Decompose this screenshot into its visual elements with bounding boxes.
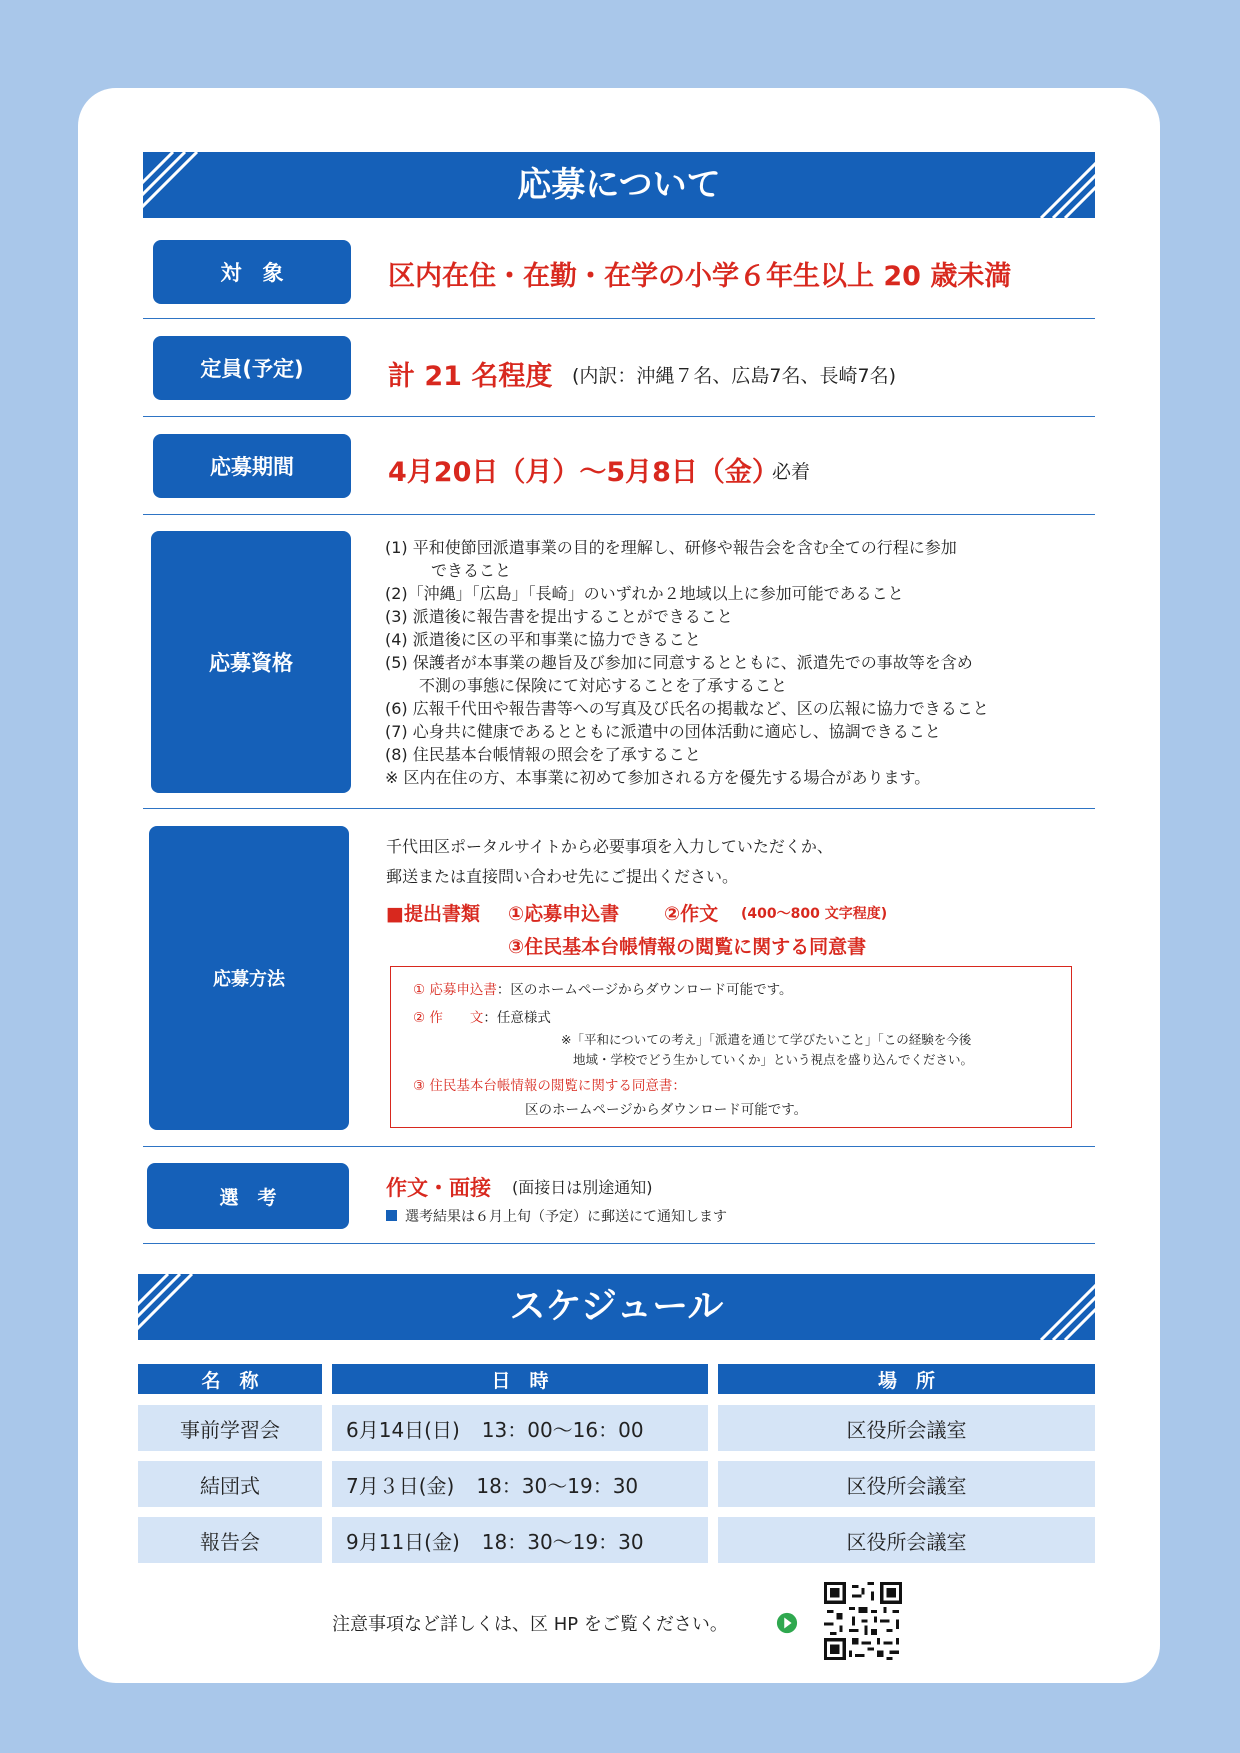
note-text: ：区のホームページからダウンロード可能です。 [496, 982, 793, 998]
schedule-name-cell: 事前学習会 [138, 1405, 322, 1451]
method-label: 応募方法 [149, 826, 349, 1130]
method-intro: 郵送または直接問い合わせ先にご提出ください。 [386, 867, 739, 886]
play-arrow-icon[interactable] [776, 1612, 798, 1634]
stripe-decoration [1025, 152, 1095, 218]
doc-item: ③住民基本台帳情報の閲覧に関する同意書 [508, 936, 867, 958]
target-value: 区内在住・在勤・在学の小学６年生以上 20 歳未満 [388, 261, 1012, 292]
note-line [413, 979, 793, 1001]
selection-sub-text: 選考結果は６月上旬（予定）に郵送にて通知します [405, 1209, 727, 1225]
qualification-item: (1) 平和使節団派遣事業の目的を理解し、研修や報告会を含む全ての行程に参加 [385, 538, 957, 557]
row-divider [143, 318, 1095, 319]
qualification-item: (6) 広報千代田や報告書等への写真及び氏名の掲載など、区の広報に協力できること [385, 699, 989, 718]
period-note: 必着 [772, 461, 811, 483]
note-line [413, 1007, 551, 1029]
qualification-item: (7) 心身共に健康であるとともに派遣中の団体活動に適応し、協調できること [385, 722, 941, 741]
schedule-header-name: 名 称 [138, 1364, 322, 1394]
schedule-date: 7月３日(金) [346, 1473, 455, 1498]
schedule-place-cell: 区役所会議室 [718, 1517, 1095, 1563]
qualification-item: (5) 保護者が本事業の趣旨及び参加に同意するとともに、派遣先での事故等を含め [385, 653, 973, 672]
period-value: 4月20日（月）～5月8日（金） [388, 457, 779, 488]
capacity-value: 計 21 名程度 [388, 361, 553, 392]
schedule-place-cell: 区役所会議室 [718, 1461, 1095, 1507]
qualification-item: (3) 派遣後に報告書を提出することができること [385, 607, 733, 626]
qualification-item: 不測の事態に保険にて対応することを了承すること [419, 676, 788, 695]
doc-item: ①応募申込書 [508, 903, 620, 925]
note-text: ※「平和についての考え」「派遣を通じて学びたいこと」「この経験を今後 [561, 1032, 972, 1047]
note-text: ：任意様式 [483, 1010, 551, 1026]
capacity-note: (内訳：沖縄７名、広島7名、長崎7名) [572, 365, 897, 387]
note-text: 地域・学校でどう生かしていくか」という視点を盛り込んでください。 [573, 1052, 974, 1067]
schedule-date: 9月11日(金) [346, 1529, 460, 1554]
schedule-time: 18：30～19：30 [476, 1473, 639, 1498]
row-divider [143, 1146, 1095, 1147]
qualification-item: (8) 住民基本台帳情報の照会を了承すること [385, 745, 701, 764]
doc-item: ②作文 [664, 903, 719, 925]
docs-heading: ■提出書類 [386, 903, 480, 925]
schedule-section-title: スケジュール [509, 1286, 724, 1327]
qualification-item: (4) 派遣後に区の平和事業に協力できること [385, 630, 701, 649]
apply-section-title: 応募について [517, 165, 721, 205]
schedule-name-cell: 結団式 [138, 1461, 322, 1507]
schedule-section-banner [138, 1274, 1095, 1340]
schedule-name-cell: 報告会 [138, 1517, 322, 1563]
qualification-label: 応募資格 [151, 531, 351, 793]
method-notes-box [390, 966, 1072, 1128]
note-label: ② 作 文 [413, 1010, 484, 1026]
selection-value: 作文・面接 [386, 1176, 491, 1200]
footer-note: 注意事項など詳しくは、区 HP をご覧ください。 [332, 1614, 728, 1635]
doc-note: (400～800 文字程度) [741, 906, 888, 922]
row-divider [143, 416, 1095, 417]
selection-label: 選 考 [147, 1163, 349, 1229]
note-label: ③ 住民基本台帳情報の閲覧に関する同意書： [413, 1078, 686, 1094]
selection-note: (面接日は別途通知) [512, 1178, 653, 1197]
stripe-decoration [1025, 1274, 1095, 1340]
qualification-item: (2)「沖縄」「広島」「長崎」のいずれか２地域以上に参加可能であること [385, 584, 904, 603]
square-bullet-icon [386, 1210, 397, 1221]
note-text: 区のホームページからダウンロード可能です。 [525, 1102, 808, 1118]
qualification-note: ※ 区内在住の方、本事業に初めて参加される方を優先する場合があります。 [385, 768, 931, 787]
row-divider [143, 1243, 1095, 1244]
capacity-label: 定員(予定) [153, 336, 351, 400]
qr-code-icon[interactable] [824, 1582, 902, 1660]
method-intro: 千代田区ポータルサイトから必要事項を入力していただくか、 [386, 837, 833, 856]
row-divider [143, 808, 1095, 809]
selection-sub [386, 1206, 727, 1226]
row-divider [143, 514, 1095, 515]
schedule-header-datetime: 日 時 [332, 1364, 708, 1394]
target-label: 対 象 [153, 240, 351, 304]
schedule-time: 13：00～16：00 [481, 1417, 644, 1442]
schedule-header-place: 場 所 [718, 1364, 1095, 1394]
qualification-list [385, 536, 989, 789]
period-label: 応募期間 [153, 434, 351, 498]
schedule-place-cell: 区役所会議室 [718, 1405, 1095, 1451]
schedule-datetime-cell [332, 1461, 708, 1507]
schedule-datetime-cell [332, 1405, 708, 1451]
schedule-datetime-cell [332, 1517, 708, 1563]
note-label: ① 応募申込書 [413, 982, 497, 998]
qualification-item: できること [431, 561, 512, 580]
schedule-time: 18：30～19：30 [481, 1529, 644, 1554]
apply-section-banner [143, 152, 1095, 218]
schedule-date: 6月14日(日) [346, 1417, 460, 1442]
